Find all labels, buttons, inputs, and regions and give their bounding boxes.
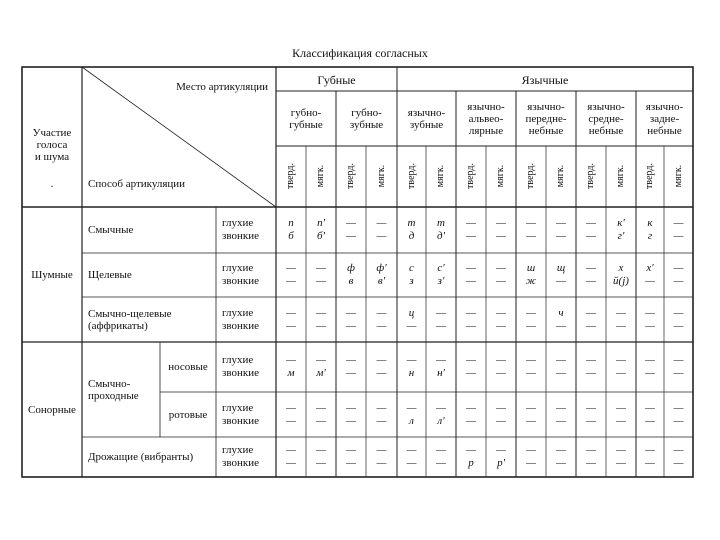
method-stops: Смычные (88, 224, 134, 236)
consonant-cell: — — (673, 401, 684, 427)
consonant-cell: — — (496, 306, 506, 332)
consonant-cell: — — (673, 306, 684, 332)
voice-label: глухие звонкие (222, 401, 259, 427)
consonant-cell: — — (496, 354, 506, 379)
header-dot: . (50, 178, 54, 190)
consonant-cell: — — (346, 217, 356, 242)
consonant-cell: — — (645, 401, 655, 427)
hardness-hard: тверд. (405, 163, 417, 189)
consonant-cell: — — (376, 444, 387, 469)
consonant-cell: ф' в' (376, 262, 387, 287)
method-trills: Дрожащие (вибранты) (88, 451, 194, 463)
consonant-cell: — — (616, 401, 626, 427)
header-method-label: Способ артикуляции (88, 178, 186, 190)
consonant-cell: — — (376, 217, 387, 242)
consonant-cell: п б (288, 217, 294, 242)
place-lingual-dental: язычно- зубные (407, 107, 446, 131)
consonant-cell: — — (526, 306, 536, 332)
hardness-hard: тверд. (465, 163, 476, 189)
consonant-cell: — — (466, 401, 476, 427)
consonant-cell: — р (466, 444, 476, 469)
consonant-cell: — л (406, 401, 417, 427)
header-voice-noise-label: Участие голоса и шума (32, 127, 72, 163)
method-stop-passing: Смычно- проходные (88, 377, 139, 402)
consonant-cell: х й(j) (613, 262, 629, 287)
hardness-soft: мягк. (495, 164, 506, 188)
hardness-hard: тверд. (345, 163, 356, 189)
consonant-cell: — — (436, 306, 446, 332)
hardness-hard: тверд. (585, 163, 596, 189)
consonant-cell: — — (673, 444, 684, 469)
voice-label: глухие звонкие (222, 444, 259, 469)
hardness-soft: мягк. (375, 164, 387, 188)
place-labio-dental: губно- зубные (349, 107, 384, 131)
consonant-cell: — — (286, 262, 296, 287)
consonant-cell: — — (645, 444, 655, 469)
consonant-cell: — — (496, 262, 506, 287)
hardness-hard: тверд. (525, 163, 536, 189)
place-labio-labial: губно- губные (289, 107, 323, 131)
consonant-cell: — — (436, 444, 446, 469)
consonant-cell: — — (346, 306, 356, 332)
consonant-cell: — — (586, 401, 596, 427)
group-lingual: Язычные (521, 73, 569, 87)
consonant-cell: — — (526, 444, 536, 469)
consonant-cell: — — (316, 306, 326, 332)
method-fricatives: Щелевые (88, 269, 132, 281)
consonant-cell: — м (286, 354, 296, 379)
consonant-cell: — — (616, 354, 626, 379)
consonant-cell: ш ж (525, 262, 537, 287)
consonant-cell: — н' (436, 354, 446, 379)
consonant-cell: — — (586, 306, 596, 332)
consonant-cell: — — (556, 354, 566, 379)
consonant-cell: — — (586, 444, 596, 469)
hardness-hard: тверд. (644, 163, 655, 189)
consonant-cell: — — (346, 444, 356, 469)
consonant-cell: с з (409, 262, 414, 287)
consonant-cell: — — (376, 306, 387, 332)
hardness-soft: мягк. (315, 164, 326, 188)
consonant-cell: щ — (556, 262, 566, 287)
consonant-cell: — м' (316, 354, 326, 379)
consonant-cell: — — (466, 306, 476, 332)
consonant-cell: — — (496, 217, 506, 242)
consonant-cell: к' г' (617, 217, 625, 242)
place-lingual-postpalatal: язычно- задне- небные (645, 101, 684, 137)
consonant-cell: — — (556, 444, 566, 469)
consonant-cell: — — (316, 444, 326, 469)
consonant-cell: с' з' (437, 262, 445, 287)
consonant-cell: — — (673, 354, 684, 379)
consonant-cell: ч — (556, 306, 566, 332)
method-affricates: Смычно-щелевые (аффрикаты) (88, 307, 172, 332)
consonant-cell: — — (466, 217, 476, 242)
consonant-cell: — — (526, 401, 536, 427)
consonant-cell: — — (286, 401, 296, 427)
consonant-cell: — — (526, 354, 536, 379)
place-lingual-prepalatal: язычно- переднe- небные (525, 101, 567, 137)
voice-label: глухие звонкие (222, 306, 259, 332)
consonant-cell: — — (466, 262, 476, 287)
consonant-cell: — л' (436, 401, 446, 427)
consonant-cell: — — (645, 354, 655, 379)
hardness-soft: мягк. (555, 164, 566, 188)
hardness-soft: мягк. (615, 164, 626, 188)
consonant-cell: т д (407, 217, 416, 242)
consonant-cell: — — (586, 217, 596, 242)
place-lingual-alveolar: язычно- альвео- лярные (467, 101, 505, 137)
consonant-cell: — н (406, 354, 417, 379)
consonant-cell: — — (586, 262, 596, 287)
method-nasal: носовые (168, 361, 208, 373)
consonant-cell: — — (286, 444, 296, 469)
consonant-cell: — — (346, 354, 356, 379)
voice-label: глухие звонкие (222, 354, 259, 379)
consonant-cell: ф в (347, 262, 355, 287)
consonant-cell: — — (346, 401, 356, 427)
voice-label: глухие звонкие (222, 262, 259, 287)
table-title: Классификация согласных (292, 46, 428, 60)
consonant-cell: — — (616, 306, 626, 332)
category-noisy: Шумные (31, 268, 73, 281)
consonant-cell: — — (556, 401, 566, 427)
hardness-soft: мягк. (672, 164, 684, 188)
consonant-cell: — — (586, 354, 596, 379)
consonant-cell: — — (616, 444, 626, 469)
hardness-hard: тверд. (285, 163, 296, 189)
consonant-cell: — — (316, 401, 326, 427)
consonant-cell: к г (647, 217, 653, 242)
hardness-soft: мягк. (435, 164, 446, 188)
category-sonorant: Сонорные (28, 403, 76, 416)
consonant-cell: х' — (645, 262, 655, 287)
voice-label: глухие звонкие (222, 217, 259, 242)
consonant-cell: т д' (437, 217, 445, 242)
consonant-cell: п' б' (317, 217, 325, 242)
consonant-cell: — — (316, 262, 326, 287)
consonant-cell: — — (496, 401, 506, 427)
consonant-cell: — — (466, 354, 476, 379)
method-oral: ротовые (168, 408, 208, 421)
consonant-cell: ц — (406, 306, 417, 332)
header-place-label: Место артикуляции (176, 81, 268, 93)
consonant-cell: — — (645, 306, 655, 332)
consonant-cell: — — (673, 217, 684, 242)
consonant-cell: — — (376, 401, 387, 427)
consonant-cell: — — (673, 262, 684, 287)
consonant-cell: — — (406, 444, 417, 469)
consonant-cell: — — (556, 217, 566, 242)
place-lingual-mediopalatal: язычно- средне- небные (587, 101, 625, 137)
consonant-cell: — — (526, 217, 536, 242)
consonant-cell: — — (376, 354, 387, 379)
group-labial: Губные (317, 73, 356, 87)
consonant-cell: — — (286, 306, 296, 332)
consonant-cell: — р' (496, 444, 506, 469)
